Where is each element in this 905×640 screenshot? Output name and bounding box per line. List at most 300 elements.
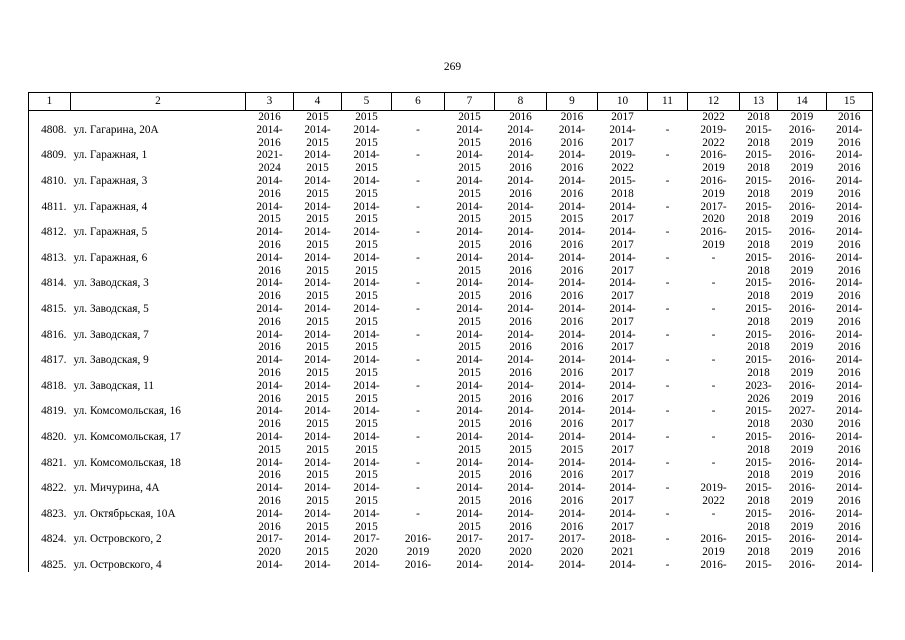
table-cell: 2016- bbox=[700, 174, 727, 187]
table-cell: 2016 bbox=[560, 290, 584, 303]
address-cell bbox=[71, 162, 246, 175]
table-row-continued bbox=[29, 265, 873, 278]
table-cell bbox=[648, 495, 688, 508]
table-row bbox=[29, 226, 873, 239]
table-cell: 2017- bbox=[456, 533, 483, 546]
table-cell: 2014- bbox=[609, 456, 636, 469]
table-cell: - bbox=[416, 430, 420, 443]
table-cell: 2016- bbox=[788, 200, 816, 213]
table-cell: 2016- bbox=[788, 149, 816, 162]
table-cell: 2015 bbox=[458, 392, 481, 405]
table-cell: 2014- bbox=[456, 302, 483, 315]
table-cell: 2014- bbox=[507, 302, 534, 315]
table-cell bbox=[392, 521, 445, 534]
table-cell: 2015 bbox=[355, 290, 378, 303]
table-cell: - bbox=[416, 251, 420, 264]
table-cell: 2016 bbox=[258, 264, 281, 277]
table-cell: 2017- bbox=[507, 533, 534, 546]
table-cell: 2014- bbox=[507, 405, 534, 418]
table-cell: 2014- bbox=[456, 251, 483, 264]
table-cell: 2014- bbox=[456, 507, 483, 520]
table-cell: - bbox=[665, 251, 670, 264]
table-cell: 2015 bbox=[458, 520, 481, 533]
table-cell: 2016 bbox=[509, 494, 532, 507]
table-row-continued bbox=[29, 162, 873, 175]
table-cell: 2016 bbox=[827, 188, 873, 201]
table-cell: 2014- bbox=[609, 379, 636, 392]
table-cell: 2014- bbox=[304, 533, 331, 546]
table-cell: 2016- bbox=[788, 558, 816, 571]
address: ул. Гаражная, 3 bbox=[73, 174, 148, 187]
row-number-cell bbox=[29, 418, 71, 431]
table-cell: 2014- bbox=[456, 558, 483, 571]
table-cell: 2016- bbox=[700, 533, 727, 546]
address: ул. Комсомольская, 17 bbox=[73, 430, 181, 443]
table-cell bbox=[648, 265, 688, 278]
table-cell: - bbox=[711, 379, 716, 392]
table-cell: 2014- bbox=[353, 507, 380, 520]
table-cell: 2017 bbox=[611, 264, 634, 277]
table-cell: 2017- bbox=[256, 533, 283, 546]
row-number-cell bbox=[29, 137, 71, 150]
table-cell: 2015 bbox=[458, 469, 481, 482]
table-cell: 2020 bbox=[355, 546, 378, 559]
column-header: 3 bbox=[246, 93, 294, 111]
table-cell: 2017 bbox=[611, 238, 634, 251]
address-cell bbox=[71, 188, 246, 201]
table-cell: 2014- bbox=[304, 482, 331, 495]
table-cell: - bbox=[416, 174, 420, 187]
table-cell: 2015- bbox=[745, 200, 772, 213]
table-cell: 2016 bbox=[827, 495, 873, 508]
table-cell bbox=[688, 290, 740, 303]
table-cell: 2016 bbox=[827, 393, 873, 406]
table-cell: 2014- bbox=[558, 456, 586, 469]
table-cell: 2019- bbox=[700, 482, 727, 495]
table-cell: 2014- bbox=[353, 482, 380, 495]
table-cell: 2017 bbox=[611, 111, 634, 123]
table-row bbox=[29, 277, 873, 290]
row-number: 4824. bbox=[29, 533, 71, 546]
table-cell: 2015- bbox=[745, 123, 772, 136]
table-cell: 2018 bbox=[747, 315, 770, 328]
table-cell: 2015 bbox=[509, 443, 532, 456]
table-cell: 2018 bbox=[747, 418, 770, 431]
table-cell: 2014- bbox=[456, 149, 483, 162]
table-cell: 2024 bbox=[258, 162, 281, 175]
table-cell: 2014- bbox=[827, 124, 873, 137]
table-cell: 2015 bbox=[306, 520, 329, 533]
table-row bbox=[29, 533, 873, 546]
table-cell: 2014- bbox=[507, 174, 534, 187]
table-cell: 2016 bbox=[509, 392, 532, 405]
table-cell: 2015 bbox=[355, 341, 378, 354]
schedule-table bbox=[28, 92, 873, 572]
table-cell: 2015 bbox=[355, 494, 378, 507]
table-cell: 2014- bbox=[558, 302, 586, 315]
table-cell: 2014- bbox=[827, 277, 873, 290]
table-cell: 2016 bbox=[827, 290, 873, 303]
table-cell: 2018 bbox=[747, 546, 770, 559]
table-cell bbox=[392, 393, 445, 406]
table-cell: 2017- bbox=[700, 200, 727, 213]
table-cell: 2015 bbox=[355, 418, 378, 431]
column-header: 7 bbox=[445, 93, 495, 111]
table-cell: 2015 bbox=[458, 162, 481, 175]
table-cell: - bbox=[416, 226, 420, 239]
column-header: 13 bbox=[740, 93, 778, 111]
table-cell: 2015 bbox=[306, 111, 329, 123]
table-cell: 2016 bbox=[509, 366, 532, 379]
table-cell: 2014- bbox=[256, 277, 283, 290]
table-cell: 2015- bbox=[745, 405, 772, 418]
address-cell bbox=[71, 265, 246, 278]
table-cell bbox=[688, 521, 740, 534]
table-cell: 2016 bbox=[827, 367, 873, 380]
table-cell: 2014- bbox=[558, 405, 586, 418]
table-cell: 2016 bbox=[258, 341, 281, 354]
table-cell: 2016 bbox=[560, 366, 584, 379]
table-cell: 2015- bbox=[745, 149, 772, 162]
table-cell: 2021 bbox=[611, 546, 634, 559]
table-cell bbox=[688, 316, 740, 329]
table-cell: 2015- bbox=[745, 251, 772, 264]
table-row-continued bbox=[29, 316, 873, 329]
table-cell: 2016 bbox=[560, 238, 584, 251]
row-number: 4810. bbox=[29, 175, 71, 188]
table-cell: 2016 bbox=[509, 111, 532, 123]
table-cell: 2018 bbox=[611, 187, 634, 200]
table-cell: - bbox=[665, 354, 670, 367]
table-cell: 2014- bbox=[558, 251, 586, 264]
table-cell: 2015 bbox=[458, 238, 481, 251]
table-row-continued bbox=[29, 239, 873, 252]
table-cell: 2016 bbox=[258, 111, 281, 123]
table-cell: 2014- bbox=[827, 431, 873, 444]
row-number-cell bbox=[29, 188, 71, 201]
address: ул. Гаражная, 6 bbox=[73, 251, 148, 264]
table-cell: 2018 bbox=[747, 290, 770, 303]
table-cell: 2014- bbox=[558, 379, 586, 392]
table-cell: 2014- bbox=[304, 277, 331, 290]
table-cell: 2016 bbox=[560, 187, 584, 200]
table-cell: 2020 bbox=[509, 546, 532, 559]
table-cell: 2016 bbox=[827, 137, 873, 150]
table-cell: 2014- bbox=[304, 149, 331, 162]
table-cell bbox=[648, 341, 688, 354]
column-header: 1 bbox=[29, 93, 71, 111]
table-cell: 2015 bbox=[355, 187, 378, 200]
row-number-cell bbox=[29, 521, 71, 534]
table-cell: 2015 bbox=[355, 213, 378, 226]
table-cell: 2017- bbox=[558, 533, 586, 546]
table-cell: 2014- bbox=[256, 251, 283, 264]
table-cell bbox=[392, 239, 445, 252]
table-cell: 2014- bbox=[507, 123, 534, 136]
table-cell: 2014- bbox=[558, 174, 586, 187]
table-cell: 2014- bbox=[304, 507, 331, 520]
table-cell: 2014- bbox=[353, 277, 380, 290]
table-cell: 2015 bbox=[306, 315, 329, 328]
table-cell bbox=[392, 495, 445, 508]
table-cell: 2016 bbox=[827, 418, 873, 431]
row-number: 4821. bbox=[29, 457, 71, 470]
table-cell: 2016 bbox=[258, 136, 281, 149]
table-cell: 2014- bbox=[456, 277, 483, 290]
table-cell: 2015 bbox=[306, 213, 329, 226]
address-cell bbox=[71, 213, 246, 226]
table-cell: 2016 bbox=[509, 315, 532, 328]
address-cell bbox=[71, 367, 246, 380]
table-cell: 2015 bbox=[306, 494, 329, 507]
table-cell: - bbox=[416, 149, 420, 162]
table-cell: 2014- bbox=[256, 379, 283, 392]
table-row-continued bbox=[29, 418, 873, 431]
table-cell: 2017 bbox=[611, 290, 634, 303]
table-cell: 2018 bbox=[747, 213, 770, 226]
table-cell: - bbox=[665, 558, 670, 571]
table-cell: 2015 bbox=[306, 443, 329, 456]
table-cell: 2014- bbox=[353, 354, 380, 367]
table-cell: 2014- bbox=[609, 277, 636, 290]
table-cell: 2014- bbox=[353, 405, 380, 418]
table-cell: 2018 bbox=[747, 520, 770, 533]
row-number-cell bbox=[29, 546, 71, 559]
address: ул. Островского, 4 bbox=[73, 558, 162, 571]
table-cell: 2017 bbox=[611, 392, 634, 405]
row-number-cell bbox=[29, 444, 71, 457]
table-cell bbox=[392, 162, 445, 175]
table-cell: 2014- bbox=[558, 277, 586, 290]
table-cell: 2015 bbox=[458, 494, 481, 507]
address: ул. Октябрьская, 10А bbox=[73, 507, 176, 520]
table-cell: 2016 bbox=[560, 264, 584, 277]
table-cell: 2015 bbox=[306, 187, 329, 200]
table-cell: 2016 bbox=[560, 418, 584, 431]
table-cell: 2016 bbox=[509, 136, 532, 149]
table-cell: 2015 bbox=[306, 366, 329, 379]
address-cell bbox=[71, 341, 246, 354]
table-cell: 2015- bbox=[745, 328, 772, 341]
table-cell: 2014- bbox=[609, 507, 636, 520]
table-cell: 2015 bbox=[306, 341, 329, 354]
table-cell: 2014- bbox=[827, 329, 873, 342]
column-header: 6 bbox=[392, 93, 445, 111]
table-cell: - bbox=[711, 302, 716, 315]
table-cell: 2030 bbox=[790, 418, 814, 431]
table-row bbox=[29, 354, 873, 367]
table-cell: 2014- bbox=[827, 226, 873, 239]
table-cell: 2016- bbox=[788, 174, 816, 187]
address: ул. Островского, 2 bbox=[73, 533, 162, 546]
table-cell: 2015 bbox=[258, 213, 281, 226]
table-row-continued bbox=[29, 137, 873, 150]
row-number-cell bbox=[29, 265, 71, 278]
table-cell bbox=[392, 418, 445, 431]
table-cell: 2015- bbox=[745, 533, 772, 546]
table-cell: - bbox=[416, 302, 420, 315]
table-cell bbox=[392, 469, 445, 482]
table-cell: - bbox=[416, 482, 420, 495]
table-cell: 2015 bbox=[355, 520, 378, 533]
table-cell: - bbox=[665, 277, 670, 290]
table-cell: 2016 bbox=[827, 341, 873, 354]
table-cell: 2015 bbox=[355, 136, 378, 149]
table-cell bbox=[648, 188, 688, 201]
address: ул. Гаражная, 1 bbox=[73, 149, 148, 162]
table-cell: 2014- bbox=[609, 405, 636, 418]
table-cell: 2014- bbox=[827, 175, 873, 188]
table-cell: 2014- bbox=[609, 354, 636, 367]
table-cell: 2014- bbox=[256, 558, 283, 571]
table-cell: 2014- bbox=[353, 456, 380, 469]
column-header: 4 bbox=[294, 93, 342, 111]
table-cell: - bbox=[665, 149, 670, 162]
table-cell: 2016- bbox=[700, 558, 727, 571]
table-cell: 2016 bbox=[827, 239, 873, 252]
table-row-continued bbox=[29, 367, 873, 380]
table-cell: - bbox=[711, 251, 716, 264]
table-cell: 2015 bbox=[458, 111, 481, 123]
table-cell: 2016- bbox=[788, 456, 816, 469]
table-cell: 2023- bbox=[745, 379, 772, 392]
table-cell: 2014- bbox=[304, 174, 331, 187]
table-cell: 2016 bbox=[258, 238, 281, 251]
table-cell: 2014- bbox=[609, 328, 636, 341]
table-cell: 2014- bbox=[304, 302, 331, 315]
table-body bbox=[29, 111, 873, 572]
table-cell: 2015 bbox=[258, 443, 281, 456]
table-cell: 2014- bbox=[609, 200, 636, 213]
table-cell: 2019 bbox=[790, 546, 814, 559]
table-cell: 2014- bbox=[353, 328, 380, 341]
table-cell: 2014- bbox=[456, 226, 483, 239]
table-cell: - bbox=[416, 277, 420, 290]
row-number-cell bbox=[29, 162, 71, 175]
table-cell bbox=[648, 239, 688, 252]
column-header: 14 bbox=[778, 93, 827, 111]
row-number: 4815. bbox=[29, 303, 71, 316]
table-cell: 2014- bbox=[827, 482, 873, 495]
table-cell: - bbox=[416, 456, 420, 469]
table-cell: 2015 bbox=[458, 341, 481, 354]
address-cell bbox=[71, 521, 246, 534]
table-cell: 2016- bbox=[788, 507, 816, 520]
table-cell: 2016 bbox=[258, 315, 281, 328]
table-cell: 2016 bbox=[827, 444, 873, 457]
table-cell bbox=[688, 469, 740, 482]
table-cell: - bbox=[665, 533, 670, 546]
table-cell: - bbox=[665, 328, 670, 341]
table-cell: 2015 bbox=[458, 366, 481, 379]
table-cell: 2016 bbox=[827, 162, 873, 175]
table-cell: 2019 bbox=[702, 187, 725, 200]
table-cell: 2015 bbox=[306, 392, 329, 405]
table-cell: 2019 bbox=[790, 315, 814, 328]
table-cell: 2015 bbox=[306, 546, 329, 559]
table-row bbox=[29, 201, 873, 214]
table-cell: - bbox=[665, 123, 670, 136]
table-cell: 2017 bbox=[611, 469, 634, 482]
table-cell: 2016 bbox=[509, 187, 532, 200]
table-cell: 2014- bbox=[256, 354, 283, 367]
row-number: 4816. bbox=[29, 329, 71, 342]
address-cell bbox=[71, 418, 246, 431]
table-cell: 2015 bbox=[306, 264, 329, 277]
table-cell: 2015- bbox=[745, 226, 772, 239]
table-cell: 2019 bbox=[790, 264, 814, 277]
table-cell: 2019 bbox=[406, 546, 430, 559]
table-cell: 2014- bbox=[507, 328, 534, 341]
address-cell bbox=[71, 239, 246, 252]
table-cell: - bbox=[665, 226, 670, 239]
table-cell: 2018 bbox=[747, 341, 770, 354]
table-cell: 2014- bbox=[558, 328, 586, 341]
address: ул. Гагарина, 20А bbox=[73, 123, 159, 136]
table-cell: 2014- bbox=[558, 558, 586, 571]
table-row-continued bbox=[29, 111, 873, 124]
address-cell bbox=[71, 316, 246, 329]
table-cell bbox=[688, 393, 740, 406]
table-cell: 2016 bbox=[258, 520, 281, 533]
column-header: 12 bbox=[688, 93, 740, 111]
table-cell: 2014- bbox=[507, 149, 534, 162]
table-cell: 2017 bbox=[611, 443, 634, 456]
table-cell: 2018 bbox=[747, 443, 770, 456]
table-cell bbox=[688, 444, 740, 457]
table-cell: 2015 bbox=[306, 162, 329, 175]
row-number-cell bbox=[29, 495, 71, 508]
table-cell bbox=[392, 111, 445, 124]
table-cell: 2014- bbox=[827, 252, 873, 265]
table-cell: 2014- bbox=[256, 507, 283, 520]
table-cell: - bbox=[665, 200, 670, 213]
table-cell: - bbox=[416, 200, 420, 213]
table-cell: 2016 bbox=[509, 162, 532, 175]
table-row bbox=[29, 124, 873, 137]
table-cell: 2016 bbox=[509, 520, 532, 533]
table-cell bbox=[392, 290, 445, 303]
table-cell: - bbox=[665, 379, 670, 392]
column-header: 10 bbox=[598, 93, 648, 111]
table-cell: 2014- bbox=[304, 328, 331, 341]
table-cell: 2015- bbox=[609, 174, 636, 187]
row-number-cell bbox=[29, 367, 71, 380]
table-cell: 2015- bbox=[745, 558, 772, 571]
table-cell: 2014- bbox=[304, 456, 331, 469]
table-cell: 2015- bbox=[745, 430, 772, 443]
table-cell: 2017 bbox=[611, 213, 634, 226]
table-cell: 2019 bbox=[790, 162, 814, 175]
table-cell: 2015 bbox=[355, 315, 378, 328]
table-cell: 2016 bbox=[560, 520, 584, 533]
address: ул. Мичурина, 4А bbox=[73, 482, 160, 495]
table-cell: 2014- bbox=[456, 200, 483, 213]
table-cell: 2014- bbox=[456, 354, 483, 367]
table-cell: - bbox=[711, 277, 716, 290]
table-cell: 2014- bbox=[827, 303, 873, 316]
table-cell: 2014- bbox=[304, 354, 331, 367]
table-cell: - bbox=[711, 507, 716, 520]
table-cell: 2020 bbox=[258, 546, 281, 559]
table-cell: 2015- bbox=[745, 482, 772, 495]
table-cell: 2016 bbox=[509, 418, 532, 431]
table-cell: 2015 bbox=[355, 443, 378, 456]
table-cell: 2018- bbox=[609, 533, 636, 546]
table-cell: 2016- bbox=[788, 430, 816, 443]
table-cell: 2014- bbox=[353, 302, 380, 315]
table-cell: 2014- bbox=[256, 456, 283, 469]
